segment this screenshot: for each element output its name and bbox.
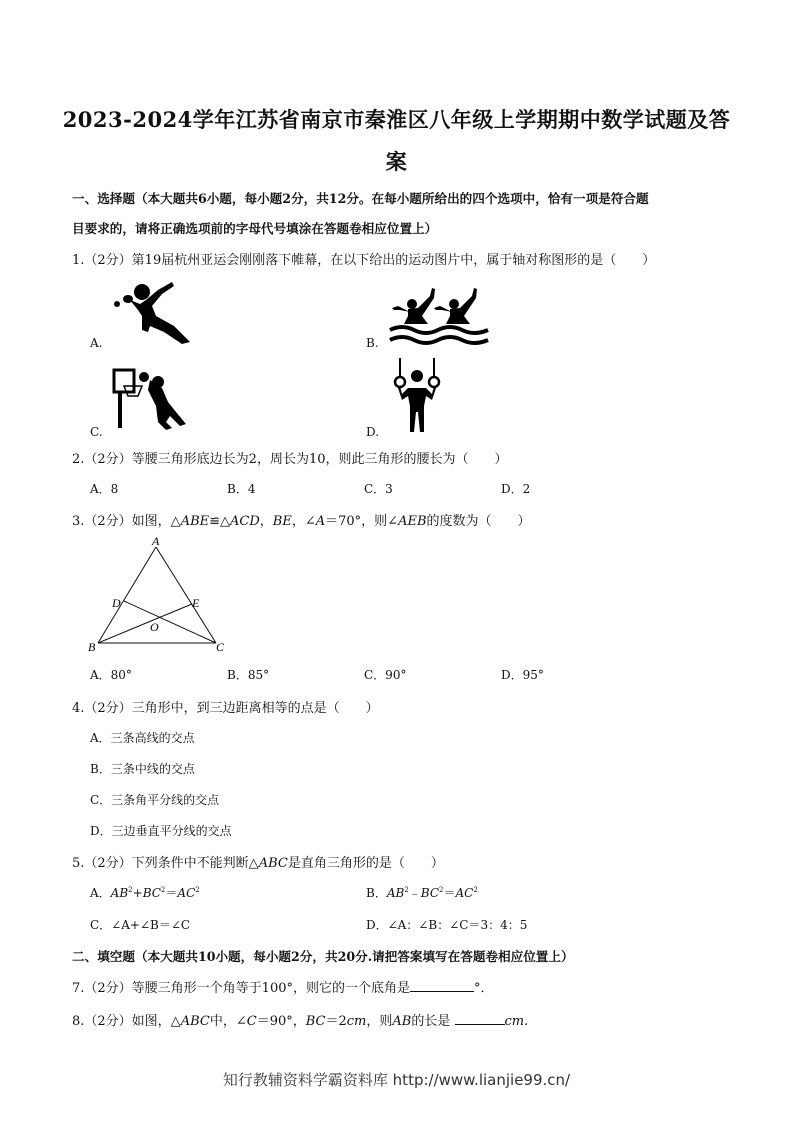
- question-3-stem: 3.（2分）如图，△ABE≌△ACD，BE，∠A＝70°，则∠AEB的度数为（ ）: [72, 514, 531, 529]
- q4-option-a: A．三条高线的交点: [90, 731, 195, 745]
- basketball-picture: [110, 366, 192, 430]
- point-label-e: E: [192, 596, 200, 610]
- q4-option-b: B．三条中线的交点: [90, 762, 195, 776]
- q1-option-c: C.: [90, 425, 103, 439]
- point-label-a: A: [152, 534, 160, 548]
- q2-option-b: B．4: [227, 482, 256, 496]
- section-1-heading: 一、选择题（本大题共6小题，每小题2分，共12分。在每小题所给出的四个选项中，恰有一项是符合题: [72, 191, 649, 206]
- q4-option-c: C．三条角平分线的交点: [90, 793, 220, 807]
- q8-answer-blank[interactable]: [455, 1012, 505, 1025]
- question-7-stem: 7.（2分）等腰三角形一个角等于100°，则它的一个底角是 °．: [72, 981, 494, 996]
- section-2-heading: 二、填空题（本大题共10小题，每小题2分，共20分.请把答案填写在答题卷相应位置上）: [72, 949, 574, 964]
- triangle-figure: [86, 533, 236, 657]
- q1-option-b: B.: [366, 336, 379, 350]
- q4-option-d: D．三边垂直平分线的交点: [90, 824, 232, 838]
- q1-option-d: D.: [366, 425, 380, 439]
- q7-answer-blank[interactable]: [410, 979, 474, 992]
- question-1-stem: 1.（2分）第19届杭州亚运会刚刚落下帷幕，在以下给出的运动图片中，属于轴对称图形的是（ ）: [72, 253, 656, 268]
- question-5-stem: 5.（2分）下列条件中不能判断△ABC是直角三角形的是（ ）: [72, 856, 444, 871]
- point-label-o: O: [150, 620, 159, 634]
- footer-watermark: 知行教辅资料学霸资料库 http://www.lianjie99.cn/: [222, 1071, 571, 1089]
- q3-option-d: D．95°: [501, 668, 544, 682]
- q5-option-b: B．$AB^2﹣BC^2=AC^2$: [366, 886, 478, 900]
- point-label-b: B: [88, 640, 96, 654]
- section-1-heading-cont: 目要求的，请将正确选项前的字母代号填涂在答题卷相应位置上）: [72, 221, 438, 236]
- document-title-line-2: 案: [385, 149, 408, 174]
- artistic-swimming-picture: [388, 284, 490, 346]
- q1-option-a: A.: [90, 336, 103, 350]
- q3-option-a: A．80°: [90, 668, 132, 682]
- point-label-c: C: [216, 640, 225, 654]
- point-label-d: D: [112, 596, 121, 610]
- q5-option-a: A．$AB^2+BC^2=AC^2$: [90, 886, 200, 900]
- q2-option-c: C．3: [364, 482, 393, 496]
- q5-option-d: D．∠A：∠B：∠C＝3：4：5: [366, 918, 528, 932]
- question-4-stem: 4.（2分）三角形中，到三边距离相等的点是（ ）: [72, 701, 379, 716]
- gymnastics-rings-picture: [392, 358, 442, 434]
- q3-option-b: B．85°: [227, 668, 270, 682]
- document-title-line-1: 2023-2024学年江苏省南京市秦淮区八年级上学期期中数学试题及答: [62, 107, 731, 132]
- q5-option-c: C．∠A+∠B＝∠C: [90, 918, 191, 932]
- q2-option-a: A．8: [90, 482, 119, 496]
- q2-option-d: D．2: [501, 482, 531, 496]
- question-8-stem: 8.（2分）如图，△ABC中，∠C＝90°，BC＝2cm，则AB的长是 cm.: [72, 1014, 529, 1029]
- table-tennis-picture: [112, 280, 198, 344]
- question-2-stem: 2.（2分）等腰三角形底边长为2，周长为10，则此三角形的腰长为（ ）: [72, 452, 508, 467]
- q3-option-c: C．90°: [364, 668, 407, 682]
